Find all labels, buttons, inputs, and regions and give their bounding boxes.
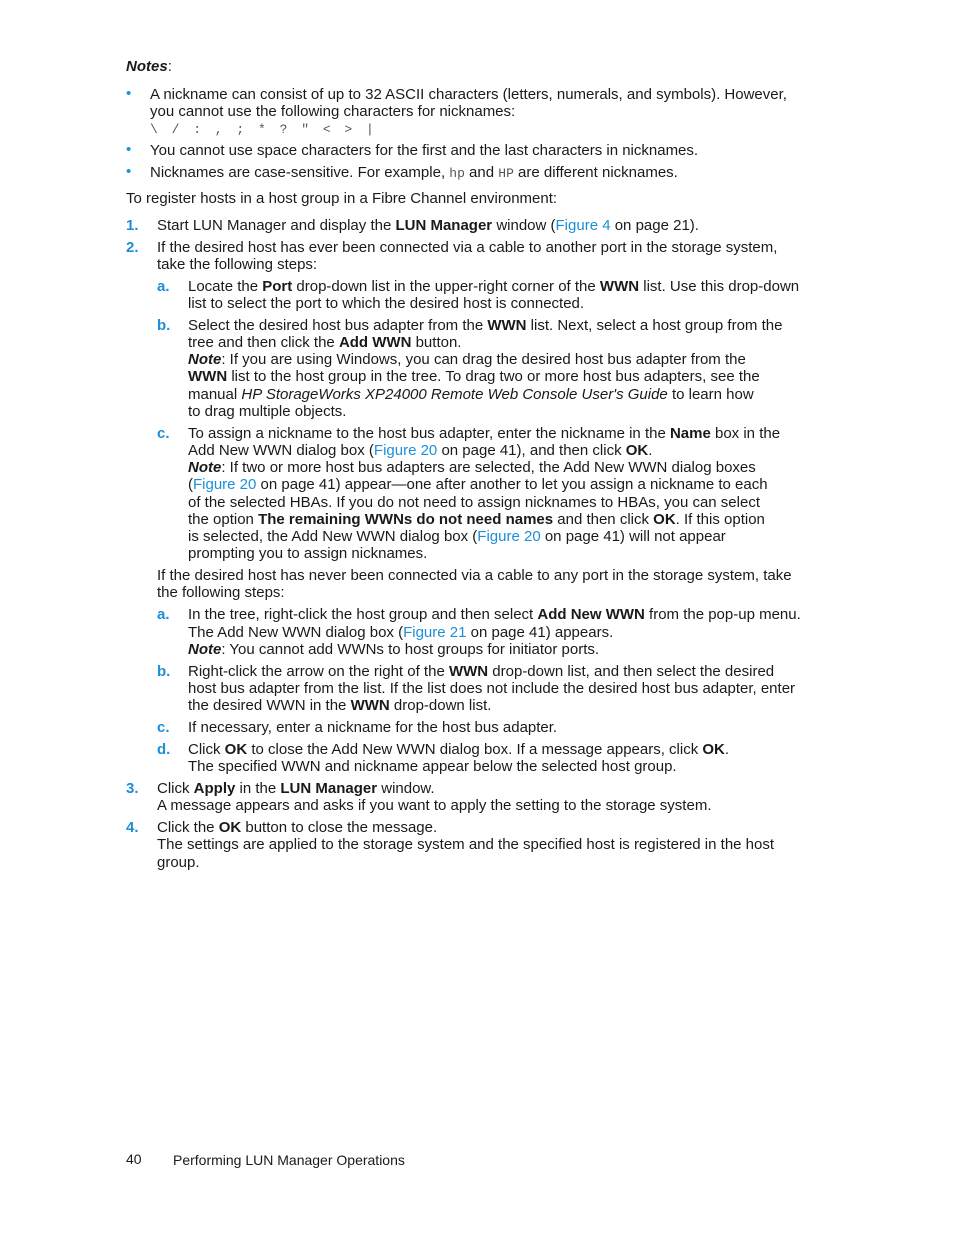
figure-link[interactable]: Figure 20 [477,528,541,545]
text: box in the [710,425,781,442]
text: window. [377,780,435,797]
ui-term: WWN [350,697,390,714]
note-label: Note [188,459,222,476]
text: button to close the message. [241,819,438,836]
text: drop-down list, and then select the desired [488,663,775,680]
text: Click the [157,819,219,836]
step-number: 1. [126,217,139,234]
never-connected-line-1: If the desired host has never been connected via a cable to any port in the storage system, take [157,567,792,584]
ui-term: WWN [188,368,228,385]
ui-term: OK [224,741,248,758]
never-connected-line-2: the following steps: [157,584,285,601]
substep-2c-line-4 [188,476,768,494]
ui-term: WWN [599,278,640,295]
ui-term: Name [669,425,711,442]
text: on page 41) appears. [466,624,614,641]
substep-2c-line-5: of the selected HBAs. If you do not need to assign nicknames to HBAs, you can select [188,494,760,511]
text: . If this option [675,511,765,528]
substep-nd-line-2: The specified WWN and nickname appear below the selected host group. [188,758,677,775]
text: drop-down list. [389,697,492,714]
text: Click [157,780,194,797]
substep-2c-line-6 [188,511,765,529]
substep-2a-line-2: list to select the port to which the desired host is connected. [188,295,585,312]
code-hp-lower: hp [449,166,465,181]
text: list. Next, select a host group from the [526,317,783,334]
substep-na-note [188,641,599,659]
text: list to the host group in the tree. To drag two or more host bus adapters, see the [227,368,760,385]
substep-2c-line-2 [188,442,652,460]
text: to learn how [667,386,754,403]
text: : You cannot add WWNs to host groups for initiator ports. [221,641,600,658]
ui-term: Add New WWN [537,606,645,623]
substep-nc-line-1: If necessary, enter a nickname for the host bus adapter. [188,719,558,736]
note-bullet-3 [150,164,678,183]
text: Right-click the arrow on the right of the [188,663,449,680]
text: on page 41) appear—one after another to let you assign a nickname to each [256,476,768,493]
substep-nb-line-3 [188,697,491,715]
notes-heading [126,58,172,75]
text: Start LUN Manager and display the [157,217,396,234]
text: In the tree, right-click the host group and then select [188,606,538,623]
text: in the [235,780,281,797]
substep-letter: c. [157,719,170,736]
substep-2c-note [188,459,756,477]
notes-title-text: Notes [126,58,168,75]
ui-term: OK [653,511,676,528]
text: Add New WWN dialog box ( [188,442,374,459]
note-bullet-2: You cannot use space characters for the first and the last characters in nicknames. [150,142,699,159]
step-4-line-1 [157,819,437,837]
text: are different nicknames. [513,164,678,181]
code-hp-upper: HP [498,166,514,181]
substep-2b-line-5 [188,386,754,404]
bullet-marker: • [126,163,132,180]
substep-nd-line-1 [188,741,729,759]
text: : If you are using Windows, you can drag the desired host bus adapter from the [221,351,746,368]
figure-link[interactable]: Figure 4 [555,217,611,234]
text: from the pop-up menu. [644,606,801,623]
text: the desired WWN in the [188,697,351,714]
step-2-line-1: If the desired host has ever been connected via a cable to another port in the storage system, [157,239,778,256]
ui-term: OK [702,741,725,758]
step-number: 2. [126,239,139,256]
step-number: 4. [126,819,139,836]
substep-nb-line-1 [188,663,774,681]
step-4-line-2: The settings are applied to the storage system and the specified host is registered in the host [157,836,775,853]
text: on page 41), and then click [437,442,626,459]
text: tree and then click the [188,334,339,351]
bullet-marker: • [126,85,132,102]
ui-term: The remaining WWNs do not need names [258,511,554,528]
substep-2b-line-2 [188,334,461,352]
substep-na-line-1 [188,606,801,624]
text: manual [188,386,242,403]
substep-2c-line-8: prompting you to assign nicknames. [188,545,428,562]
text: . [648,442,653,459]
substep-2b-line-4 [188,368,760,386]
ui-term: WWN [448,663,489,680]
text: list. Use this drop-down [639,278,800,295]
substep-2b-note [188,351,746,369]
forbidden-characters: \ / : , ; * ? " < > | [150,122,377,137]
substep-2a-line-1 [188,278,799,296]
step-number: 3. [126,780,139,797]
text: drop-down list in the upper-right corner of the [292,278,600,295]
bullet-marker: • [126,141,132,158]
step-2-line-2: take the following steps: [157,256,318,273]
text: To assign a nickname to the host bus adapter, enter the nickname in the [188,425,670,442]
substep-na-line-2 [188,624,613,642]
step-4-line-3: group. [157,854,200,871]
substep-letter: a. [157,606,170,623]
text: and then click [553,511,654,528]
substep-letter: d. [157,741,171,758]
substep-2b-line-6: to drag multiple objects. [188,403,347,420]
text: the option [188,511,259,528]
ui-term: WWN [487,317,527,334]
ui-term: OK [625,442,649,459]
text: window ( [492,217,556,234]
intro-text: To register hosts in a host group in a Fibre Channel environment: [126,190,558,207]
note-label: Note [188,351,222,368]
step-1-text [157,217,699,235]
text: : If two or more host bus adapters are selected, the Add New WWN dialog boxes [221,459,756,476]
note-bullet-1-line-2: you cannot use the following characters for nicknames: [150,103,516,120]
step-3-line-2: A message appears and asks if you want to apply the setting to the storage system. [157,797,712,814]
note-label: Note [188,641,222,658]
substep-nb-line-2: host bus adapter from the list. If the list does not include the desired host bus adapter, enter [188,680,796,697]
ui-term: Add WWN [338,334,412,351]
substep-2c-line-1 [188,425,780,443]
substep-2c-line-7 [188,528,726,546]
step-3-line-1 [157,780,435,798]
page-number: 40 [126,1151,142,1167]
ui-term: OK [218,819,242,836]
text: . [724,741,730,758]
note-bullet-1-line-1: A nickname can consist of up to 32 ASCII characters (letters, numerals, and symbols). However, [150,86,787,103]
ui-term: Port [262,278,293,295]
manual-title: HP StorageWorks XP24000 Remote Web Console User's Guide [241,386,668,403]
notes-colon: : [167,58,172,75]
ui-term: Apply [193,780,236,797]
text: Locate the [188,278,263,295]
text: is selected, the Add New WWN dialog box ( [188,528,478,545]
text: Click [188,741,225,758]
figure-link[interactable]: Figure 20 [373,442,438,459]
text: Nicknames are case-sensitive. For example, [150,164,450,181]
substep-letter: b. [157,663,171,680]
substep-letter: a. [157,278,170,295]
substep-letter: b. [157,317,171,334]
text: and [464,164,499,181]
text: to close the Add New WWN dialog box. If a message appears, click [247,741,703,758]
text: Select the desired host bus adapter from the [188,317,488,334]
figure-link[interactable]: Figure 21 [403,624,467,641]
ui-term: LUN Manager [280,780,378,797]
text: button. [411,334,462,351]
figure-link[interactable]: Figure 20 [193,476,257,493]
text: The Add New WWN dialog box ( [188,624,404,641]
footer-section-title: Performing LUN Manager Operations [173,1152,405,1168]
text: on page 41) will not appear [540,528,726,545]
substep-letter: c. [157,425,170,442]
ui-term: LUN Manager [395,217,493,234]
text: on page 21). [610,217,699,234]
substep-2b-line-1 [188,317,782,335]
text: ( [188,476,193,493]
